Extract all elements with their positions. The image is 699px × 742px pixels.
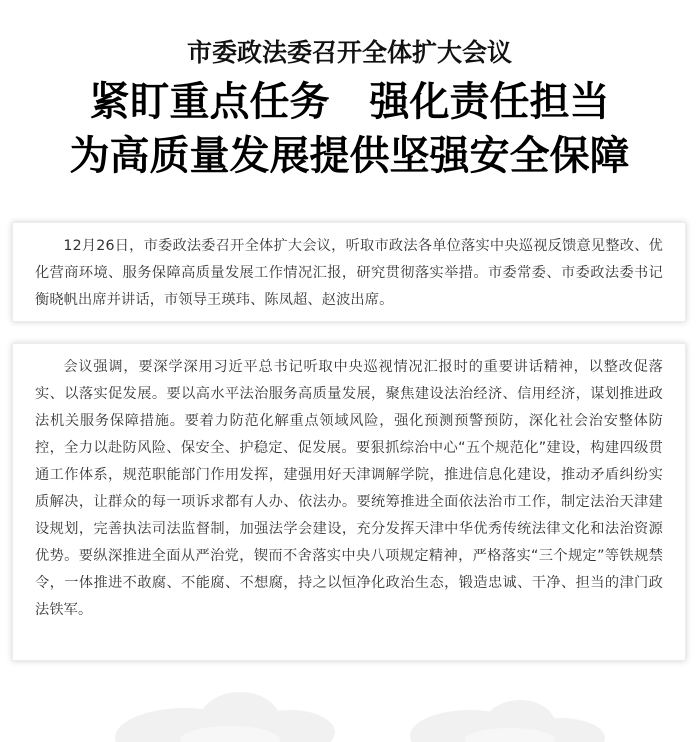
- body-paragraph-card: [12, 343, 686, 661]
- headline-line-2: 为高质量发展提供坚强安全保障: [69, 132, 630, 179]
- lead-paragraph-card: [12, 222, 686, 322]
- clouds-decoration: [0, 680, 699, 742]
- body-paragraph: 会议强调，要深学深用习近平总书记听取中央巡视情况汇报时的重要讲话精神，以整改促落实、以落实促发展。要以高水平法治服务高质量发展，聚焦建设法治经济、信用经济，谋划推进政法机关服务保障措施。要着力防范化解重点领域风险，强化预测预警预防，深化社会治安整体防控，全力以赴防风险、保安全、护稳定、促发展。要狠抓综治中心“五个规范化”建设，构建四级贯通工作体系，规范职能部门作用发挥，建强用好天津调解学院，推进信息化建设，推动矛盾纠纷实质解决，让群众的每一项诉求都有人办、依法办。要统筹推进全面依法治市工作，制定法治天津建设规划，完善执法司法监督制，加强法学会建设，充分发挥天津中华优秀传统法律文化和法治资源优势。要纵深推进全面从严治党，锲而不舍落实中央八项规定精神，严格落实“三个规定”等铁规禁令，一体推进不敢腐、不能腐、不想腐，持之以恒净化政治生态，锻造忠诚、干净、担当的津门政法铁军。: [35, 359, 663, 618]
- headline-line-1: 紧盯重点任务 强化责任担当: [89, 78, 610, 125]
- article-kicker: 市委政法委召开全体扩大会议: [186, 38, 512, 67]
- lead-paragraph: 12月26日，市委政法委召开全体扩大会议，听取市政法各单位落实中央巡视反馈意见整改、优化营商环境、服务保障高质量发展工作情况汇报，研究贯彻落实举措。市委常委、市委政法委书记衡晓帆出席并讲话，市领导王瑛玮、陈凤超、赵波出席。: [35, 238, 663, 308]
